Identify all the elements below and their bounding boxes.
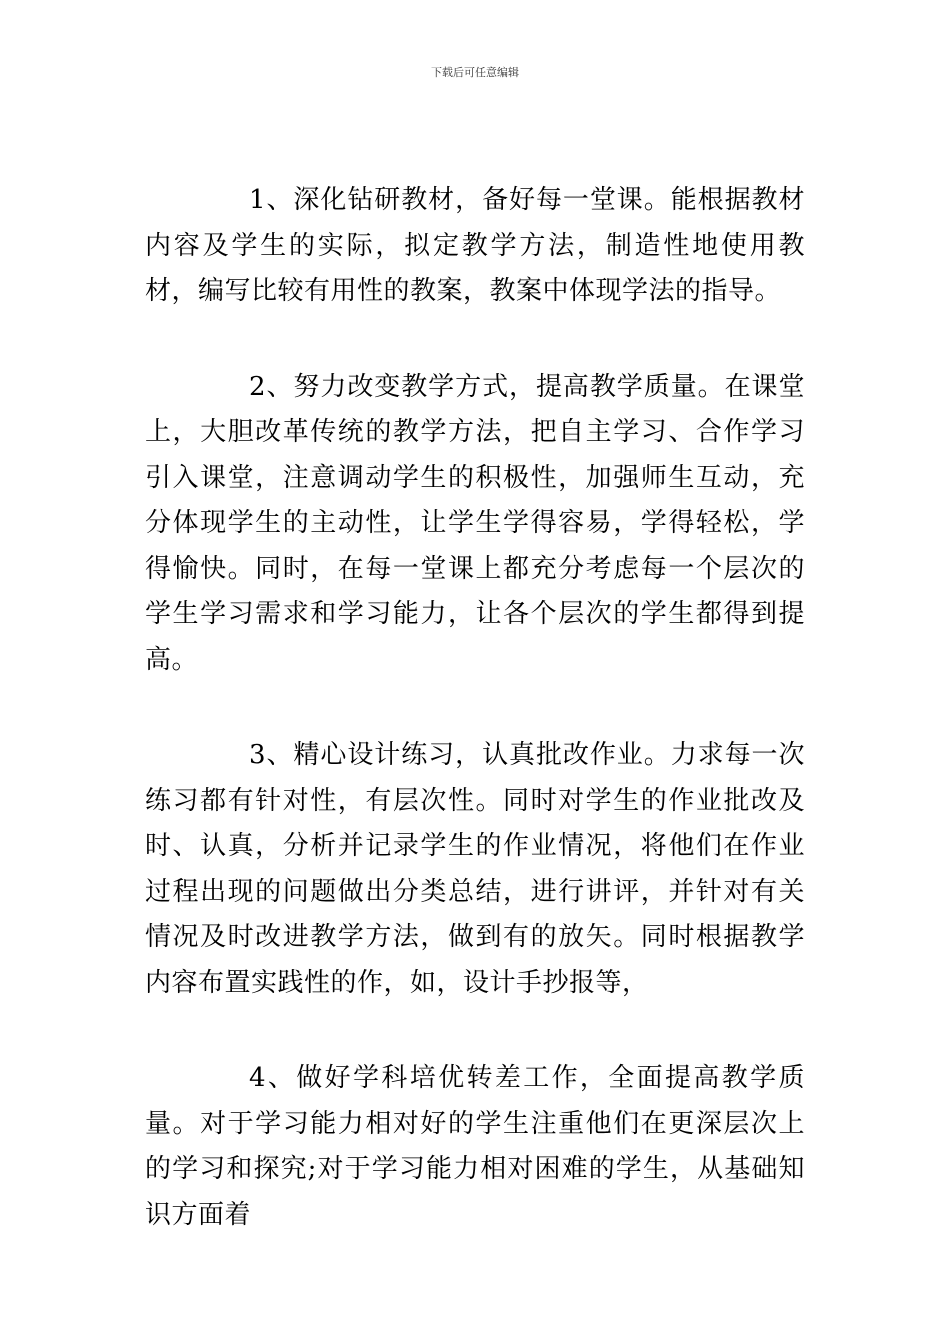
page-header: 下载后可任意编辑 bbox=[431, 66, 519, 79]
paragraph-3: 3、精心设计练习，认真批改作业。力求每一次练习都有针对性，有层次性。同时对学生的作业批改及时、认真，分析并记录学生的作业情况，将他们在作业过程出现的问题做出分类总结，进行讲评，并针对有关情况及时改进教学方法，做到有的放矢。同时根据教学内容布置实践性的作，如，设计手抄报等， bbox=[145, 740, 805, 998]
document-body bbox=[145, 178, 805, 1288]
paragraph-4: 4、做好学科培优转差工作，全面提高教学质量。对于学习能力相对好的学生注重他们在更深层次上的学习和探究;对于学习能力相对困难的学生，从基础知识方面着 bbox=[145, 1063, 805, 1230]
paragraph-1: 1、深化钻研教材，备好每一堂课。能根据教材内容及学生的实际，拟定教学方法，制造性地使用教材，编写比较有用性的教案，教案中体现学法的指导。 bbox=[145, 185, 805, 306]
paragraph-2: 2、努力改变教学方式，提高教学质量。在课堂上，大胆改革传统的教学方法，把自主学习、合作学习引入课堂，注意调动学生的积极性，加强师生互动，充分体现学生的主动性，让学生学得容易，学得轻松，学得愉快。同时，在每一堂课上都充分考虑每一个层次的学生学习需求和学习能力，让各个层次的学生都得到提高。 bbox=[145, 371, 805, 675]
